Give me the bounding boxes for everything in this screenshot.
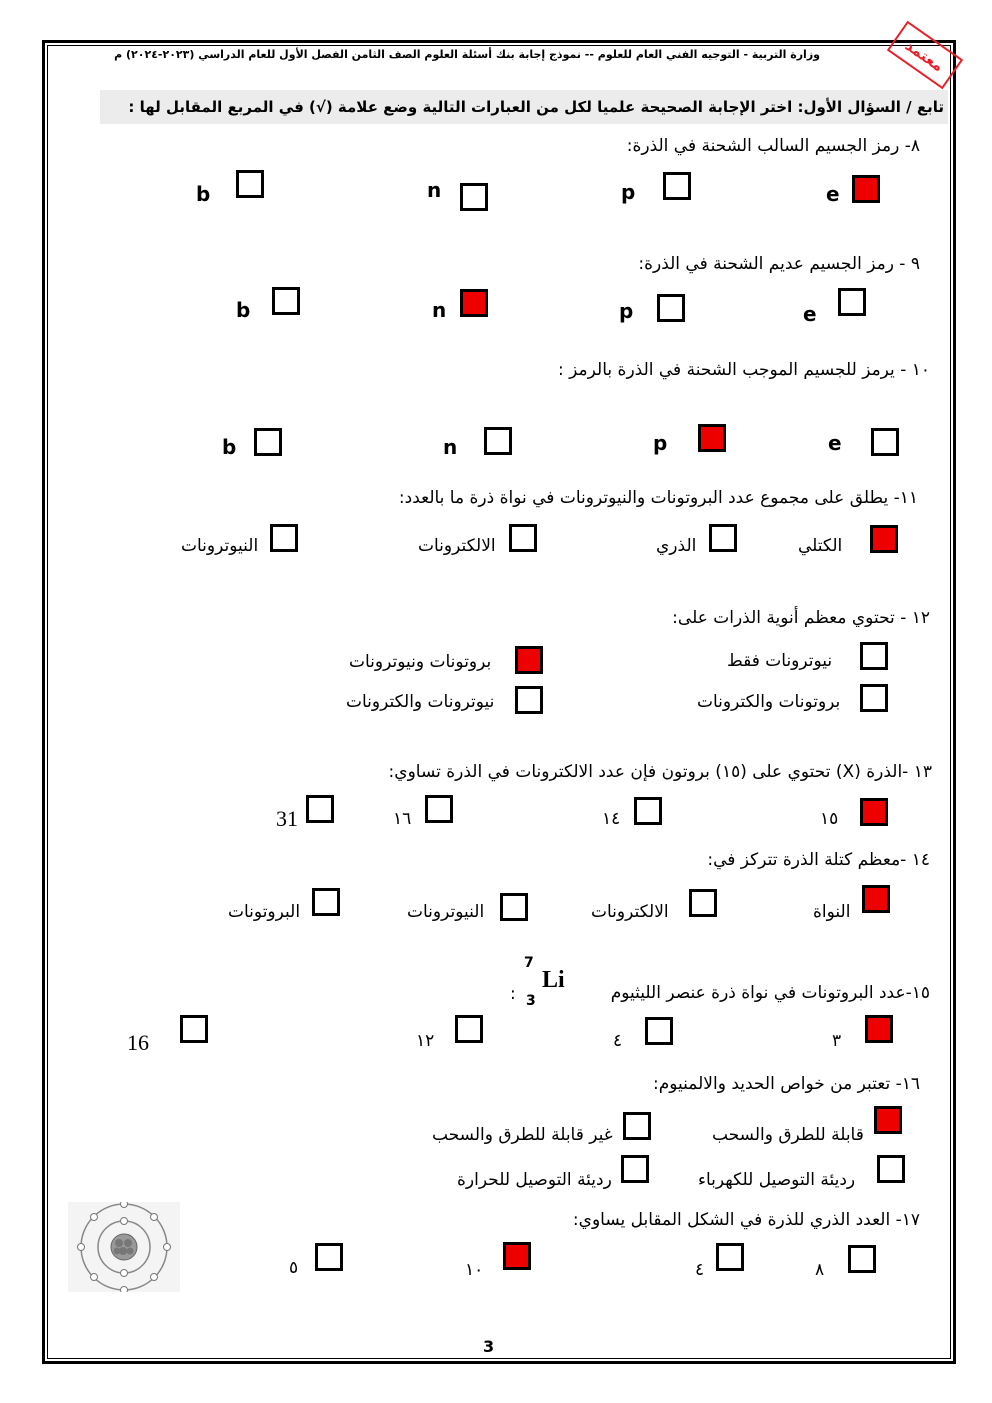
q15-option-4-checkbox[interactable] — [645, 1017, 673, 1045]
q12-option-neutrons-electrons-label: نيوترونات والكترونات — [346, 692, 495, 712]
lithium-element-symbol: Li — [542, 967, 565, 993]
q12-option-protons-electrons-label: بروتونات والكترونات — [697, 692, 841, 712]
q11-option-atomic-checkbox[interactable] — [709, 524, 737, 552]
q13-option-31-checkbox[interactable] — [306, 795, 334, 823]
q8-option-b-checkbox[interactable] — [236, 170, 264, 198]
q9-option-n-checkbox[interactable] — [460, 289, 488, 317]
q13-option-31-label: 31 — [276, 806, 298, 831]
q13-option-15-label: ١٥ — [820, 809, 839, 829]
q12-option-neutrons-only-checkbox[interactable] — [860, 642, 888, 670]
q15-option-16-checkbox[interactable] — [180, 1015, 208, 1043]
q17-option-4-label: ٤ — [695, 1260, 705, 1280]
q11-option-neutrons-label: النيوترونات — [181, 536, 259, 556]
q17-option-8-checkbox[interactable] — [848, 1245, 876, 1273]
q10-option-b-checkbox[interactable] — [254, 428, 282, 456]
q14-option-nucleus-label: النواة — [813, 902, 851, 922]
q14-option-electrons-label: الالكترونات — [591, 902, 669, 922]
lithium-symbol — [520, 955, 580, 1010]
question-13: ١٣ -الذرة (X) تحتوي على (١٥) بروتون فإن عدد الالكترونات في الذرة تساوي: — [388, 762, 932, 782]
q12-option-protons-neutrons-label: بروتونات ونيوترونات — [349, 652, 492, 672]
page-header: وزارة التربية - التوجيه الفني العام للعلوم -- نموذج إجابة بنك أسئلة العلوم الصف الثامن الفصل الأول للعام الدراسي (٢٠٢٣-٢٠٢٤) م — [114, 48, 820, 61]
section-title-text: تابع / السؤال الأول: اختر الإجابة الصحيحة علميا لكل من العبارات التالية وضع علامة (√) في المربع المقابل لها : — [128, 98, 944, 116]
q9-option-e-checkbox[interactable] — [838, 288, 866, 316]
q9-option-b-label: b — [236, 298, 251, 322]
q16-option-poor-electric-label: رديئة التوصيل للكهرباء — [698, 1170, 856, 1190]
q17-option-5-label: ٥ — [289, 1258, 299, 1278]
q11-option-electrons-checkbox[interactable] — [509, 524, 537, 552]
q8-option-e-label: e — [826, 182, 840, 206]
page-number: 3 — [483, 1337, 495, 1356]
q8-option-e-checkbox[interactable] — [852, 175, 880, 203]
atom-diagram — [68, 1202, 180, 1292]
question-15-colon: : — [510, 984, 516, 1004]
q9-option-n-label: n — [432, 298, 447, 322]
q10-option-p-checkbox[interactable] — [698, 424, 726, 452]
q16-option-not-malleable-checkbox[interactable] — [623, 1112, 651, 1140]
question-8: ٨- رمز الجسيم السالب الشحنة في الذرة: — [626, 136, 920, 156]
q10-option-e-checkbox[interactable] — [871, 428, 899, 456]
q15-option-16-label: 16 — [127, 1030, 149, 1055]
q11-option-mass-label: الكتلي — [798, 536, 843, 556]
q17-option-10-label: ١٠ — [465, 1260, 484, 1280]
question-10: ١٠ - يرمز للجسيم الموجب الشحنة في الذرة بالرمز : — [558, 360, 930, 380]
q13-option-16-label: ١٦ — [393, 809, 412, 829]
question-12: ١٢ - تحتوي معظم أنوية الذرات على: — [672, 608, 930, 628]
q9-option-p-checkbox[interactable] — [657, 294, 685, 322]
q16-option-poor-heat-checkbox[interactable] — [621, 1155, 649, 1183]
q13-option-16-checkbox[interactable] — [425, 795, 453, 823]
q14-option-protons-label: البروتونات — [228, 902, 301, 922]
q15-option-3-checkbox[interactable] — [865, 1015, 893, 1043]
question-11: ١١- يطلق على مجموع عدد البروتونات والنيوترونات في نواة ذرة ما بالعدد: — [398, 488, 918, 508]
q17-option-4-checkbox[interactable] — [716, 1243, 744, 1271]
q15-option-3-label: ٣ — [832, 1031, 842, 1051]
q10-option-n-label: n — [443, 435, 458, 459]
q17-option-10-checkbox[interactable] — [503, 1242, 531, 1270]
q9-option-b-checkbox[interactable] — [272, 287, 300, 315]
q13-option-14-label: ١٤ — [602, 809, 621, 829]
q10-option-e-label: e — [828, 431, 842, 455]
q15-option-12-checkbox[interactable] — [455, 1015, 483, 1043]
q16-option-poor-heat-label: رديئة التوصيل للحرارة — [457, 1170, 612, 1190]
q12-option-neutrons-electrons-checkbox[interactable] — [515, 686, 543, 714]
approved-stamp — [880, 20, 970, 90]
question-15: ١٥-عدد البروتونات في نواة ذرة عنصر الليثيوم — [610, 983, 930, 1003]
q14-option-nucleus-checkbox[interactable] — [862, 885, 890, 913]
question-14: ١٤ -معظم كتلة الذرة تتركز في: — [707, 850, 930, 870]
lithium-atomic-number: 3 — [526, 993, 536, 1009]
question-16: ١٦- تعتبر من خواص الحديد والالمنيوم: — [653, 1074, 920, 1094]
q8-option-n-checkbox[interactable] — [460, 183, 488, 211]
q11-option-mass-checkbox[interactable] — [870, 525, 898, 553]
question-9: ٩ - رمز الجسيم عديم الشحنة في الذرة: — [638, 254, 920, 274]
q16-option-malleable-label: قابلة للطرق والسحب — [712, 1125, 864, 1145]
q10-option-b-label: b — [222, 435, 237, 459]
q8-option-n-label: n — [427, 178, 442, 202]
q16-option-malleable-checkbox[interactable] — [874, 1106, 902, 1134]
q14-option-neutrons-label: النيوترونات — [407, 902, 485, 922]
q11-option-atomic-label: الذري — [656, 536, 697, 556]
q15-option-4-label: ٤ — [613, 1031, 623, 1051]
q11-option-electrons-label: الالكترونات — [418, 536, 496, 556]
q8-option-b-label: b — [196, 182, 211, 206]
section-title — [100, 90, 948, 124]
q16-option-not-malleable-label: غير قابلة للطرق والسحب — [432, 1125, 613, 1145]
stamp-text: معتمد — [901, 36, 948, 76]
q9-option-e-label: e — [803, 302, 817, 326]
q11-option-neutrons-checkbox[interactable] — [270, 524, 298, 552]
q13-option-15-checkbox[interactable] — [860, 798, 888, 826]
q12-option-protons-neutrons-checkbox[interactable] — [515, 646, 543, 674]
q14-option-protons-checkbox[interactable] — [312, 888, 340, 916]
q8-option-p-checkbox[interactable] — [663, 172, 691, 200]
q17-option-5-checkbox[interactable] — [315, 1243, 343, 1271]
q10-option-n-checkbox[interactable] — [484, 427, 512, 455]
q17-option-8-label: ٨ — [815, 1260, 825, 1280]
q8-option-p-label: p — [621, 180, 636, 204]
q9-option-p-label: p — [619, 299, 634, 323]
q13-option-14-checkbox[interactable] — [634, 797, 662, 825]
question-17: ١٧- العدد الذري للذرة في الشكل المقابل يساوي: — [572, 1210, 920, 1230]
q14-option-neutrons-checkbox[interactable] — [500, 893, 528, 921]
q12-option-neutrons-only-label: نيوترونات فقط — [727, 651, 833, 671]
lithium-mass-number: 7 — [524, 955, 534, 971]
q10-option-p-label: p — [653, 431, 668, 455]
q15-option-12-label: ١٢ — [416, 1031, 435, 1051]
q12-option-protons-electrons-checkbox[interactable] — [860, 684, 888, 712]
q16-option-poor-electric-checkbox[interactable] — [877, 1155, 905, 1183]
q14-option-electrons-checkbox[interactable] — [689, 889, 717, 917]
